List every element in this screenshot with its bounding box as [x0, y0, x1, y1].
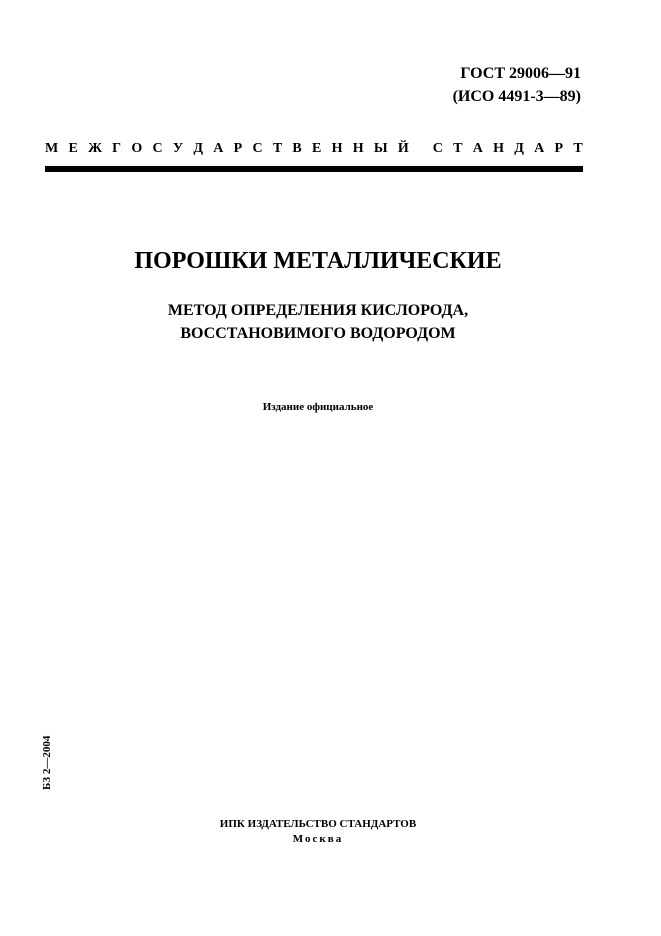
standard-designation	[453, 62, 581, 108]
document-title: ПОРОШКИ МЕТАЛЛИЧЕСКИЕ	[134, 248, 502, 274]
category-letter: Р	[554, 141, 564, 156]
category-letter: Н	[352, 141, 364, 156]
heading-rule	[45, 166, 583, 172]
category-letter: Н	[493, 141, 505, 156]
category-letter: Е	[68, 141, 78, 156]
category-letter: Г	[112, 141, 122, 156]
category-letter: Т	[272, 141, 283, 156]
category-letter: М	[45, 141, 59, 156]
category-letter: А	[472, 141, 483, 156]
category-letter: С	[252, 141, 263, 156]
category-letter: Д	[514, 141, 524, 156]
category-letter: Р	[233, 141, 243, 156]
iso-number: (ИСО 4491-3—89)	[452, 88, 581, 105]
document-subtitle	[0, 299, 636, 345]
category-letter: Ж	[88, 141, 102, 156]
category-heading	[45, 141, 583, 157]
standard-number: ГОСТ 29006—91	[460, 65, 581, 82]
category-letter: А	[534, 141, 545, 156]
category-letter: А	[213, 141, 224, 156]
publisher-name: ИПК ИЗДАТЕЛЬСТВО СТАНДАРТОВ	[219, 818, 417, 830]
subtitle-line: ВОССТАНОВИМОГО ВОДОРОДОМ	[180, 325, 456, 342]
publisher-city: Москва	[292, 833, 344, 845]
category-letter: Т	[573, 141, 583, 156]
category-letter: Д	[193, 141, 204, 156]
side-code: БЗ 2—2004	[41, 735, 53, 790]
category-letter: У	[172, 141, 184, 156]
publisher-block	[0, 817, 636, 847]
category-letter: С	[432, 141, 443, 156]
edition-note: Издание официальное	[262, 401, 374, 413]
category-letter: Ы	[373, 141, 388, 156]
category-letter: С	[152, 141, 163, 156]
category-letter: Т	[453, 141, 463, 156]
category-letter: В	[292, 141, 302, 156]
subtitle-line: МЕТОД ОПРЕДЕЛЕНИЯ КИСЛОРОДА,	[167, 302, 469, 319]
category-letter: Й	[397, 141, 409, 156]
category-letter: О	[131, 141, 143, 156]
category-letter: Е	[312, 141, 322, 156]
category-letter: Н	[331, 141, 343, 156]
category-letter	[419, 141, 423, 157]
